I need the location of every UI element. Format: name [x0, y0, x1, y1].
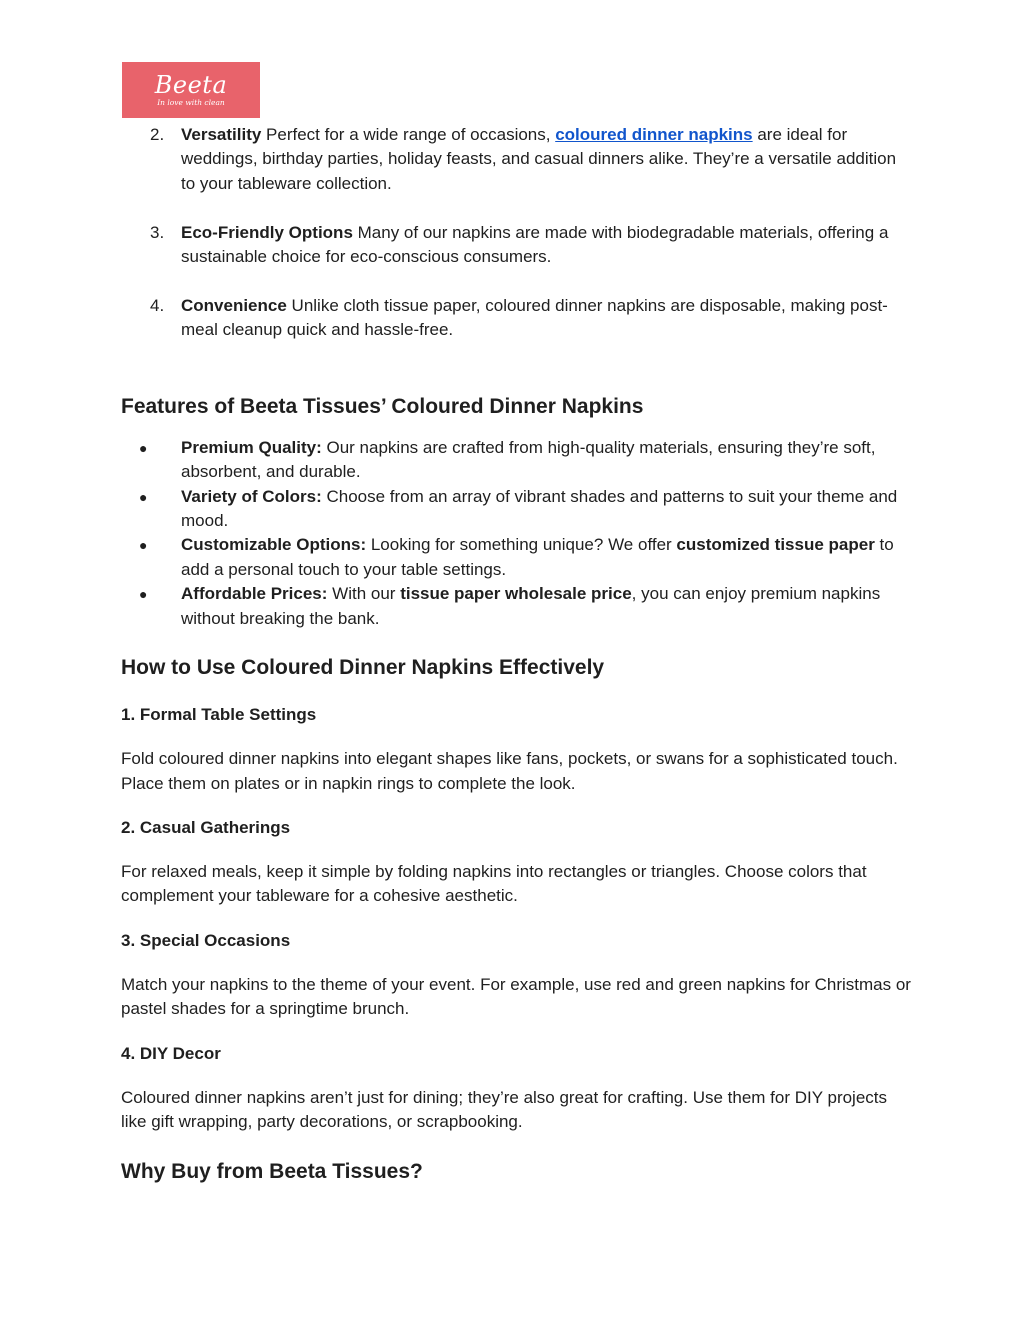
feature-item-variety-of-colors [121, 485, 911, 534]
howto-paragraph: Fold coloured dinner napkins into elegant shapes like fans, pockets, or swans for a sophisticated touch. Place them on plates or in napkin rings to complete the look. [121, 749, 898, 793]
item-text: Unlike cloth tissue paper, coloured dinner napkins are disposable, making post-meal cleanup quick and hassle-free. [181, 296, 888, 340]
features-heading: Features of Beeta Tissues’ Coloured Dinner Napkins [121, 394, 644, 418]
numbered-item-versatility [121, 123, 911, 196]
feature-label: Affordable Prices: [181, 584, 328, 604]
howto-paragraph: Match your napkins to the theme of your event. For example, use red and green napkins for Christmas or pastel shades for a springtime brunch. [121, 974, 911, 1019]
item-title: Convenience [181, 296, 287, 316]
feature-bold-text: customized tissue paper [676, 535, 875, 555]
coloured-dinner-napkins-link[interactable]: coloured dinner napkins [555, 125, 753, 144]
feature-item-customizable-options [121, 533, 911, 582]
item-text: are ideal for weddings, birthday parties, holiday feasts, and casual dinners alike. They’re a versatile addition to your tableware collection. [181, 125, 897, 193]
feature-label: Premium Quality: [181, 437, 322, 457]
why-heading: Why Buy from Beeta Tissues? [121, 1160, 423, 1184]
features-list [121, 436, 911, 631]
howto-paragraph: Coloured dinner napkins aren’t just for dining; they’re also great for crafting. Use them for DIY projects like gift wrapping, party decorations, or scrapbooking. [121, 1087, 888, 1131]
feature-label: Customizable Options: [181, 535, 367, 555]
item-number: 4. [150, 296, 165, 316]
feature-text: , you can enjoy premium napkins without breaking the bank. [181, 584, 881, 628]
bullet: ● [139, 488, 148, 505]
item-title: Eco-Friendly Options [181, 222, 353, 242]
feature-bold-text: tissue paper wholesale price [400, 584, 632, 604]
item-title: Versatility [181, 125, 262, 144]
howto-heading: How to Use Coloured Dinner Napkins Effectively [121, 656, 605, 680]
numbered-item-eco-friendly [121, 221, 911, 270]
document-body [121, 123, 911, 1186]
howto-subheading: 4. DIY Decor [121, 1043, 221, 1063]
item-number: 3. [150, 222, 165, 242]
bullet: ● [139, 439, 148, 456]
bullet: ● [139, 586, 148, 603]
feature-text: With our [327, 584, 401, 604]
item-number: 2. [150, 125, 165, 144]
bullet: ● [139, 537, 148, 554]
feature-text: Looking for something unique? We offer [366, 535, 677, 555]
howto-subheading: 3. Special Occasions [121, 930, 291, 950]
logo-wordmark: Beeta [154, 70, 228, 99]
howto-paragraph: For relaxed meals, keep it simple by folding napkins into rectangles or triangles. Choose colors that complement your tableware for a cohesive aesthetic. [121, 861, 867, 906]
howto-subheading: 1. Formal Table Settings [121, 705, 317, 725]
item-text: Perfect for a wide range of occasions, [261, 125, 556, 144]
howto-subheading: 2. Casual Gatherings [121, 817, 291, 837]
beeta-logo [122, 62, 260, 118]
feature-text: Our napkins are crafted from high-quality materials, ensuring they’re soft, absorbent, and durable. [181, 437, 876, 482]
item-text: Many of our napkins are made with biodegradable materials, offering a sustainable choice for eco-conscious consumers. [181, 222, 889, 267]
feature-item-affordable-prices [121, 582, 911, 631]
feature-item-premium-quality [121, 436, 911, 485]
feature-text: Choose from an array of vibrant shades and patterns to suit your theme and mood. [181, 486, 898, 531]
numbered-item-convenience [121, 294, 911, 343]
feature-text: to add a personal touch to your table settings. [181, 535, 894, 579]
logo-tagline: In love with clean [157, 97, 225, 107]
feature-label: Variety of Colors: [181, 486, 322, 506]
